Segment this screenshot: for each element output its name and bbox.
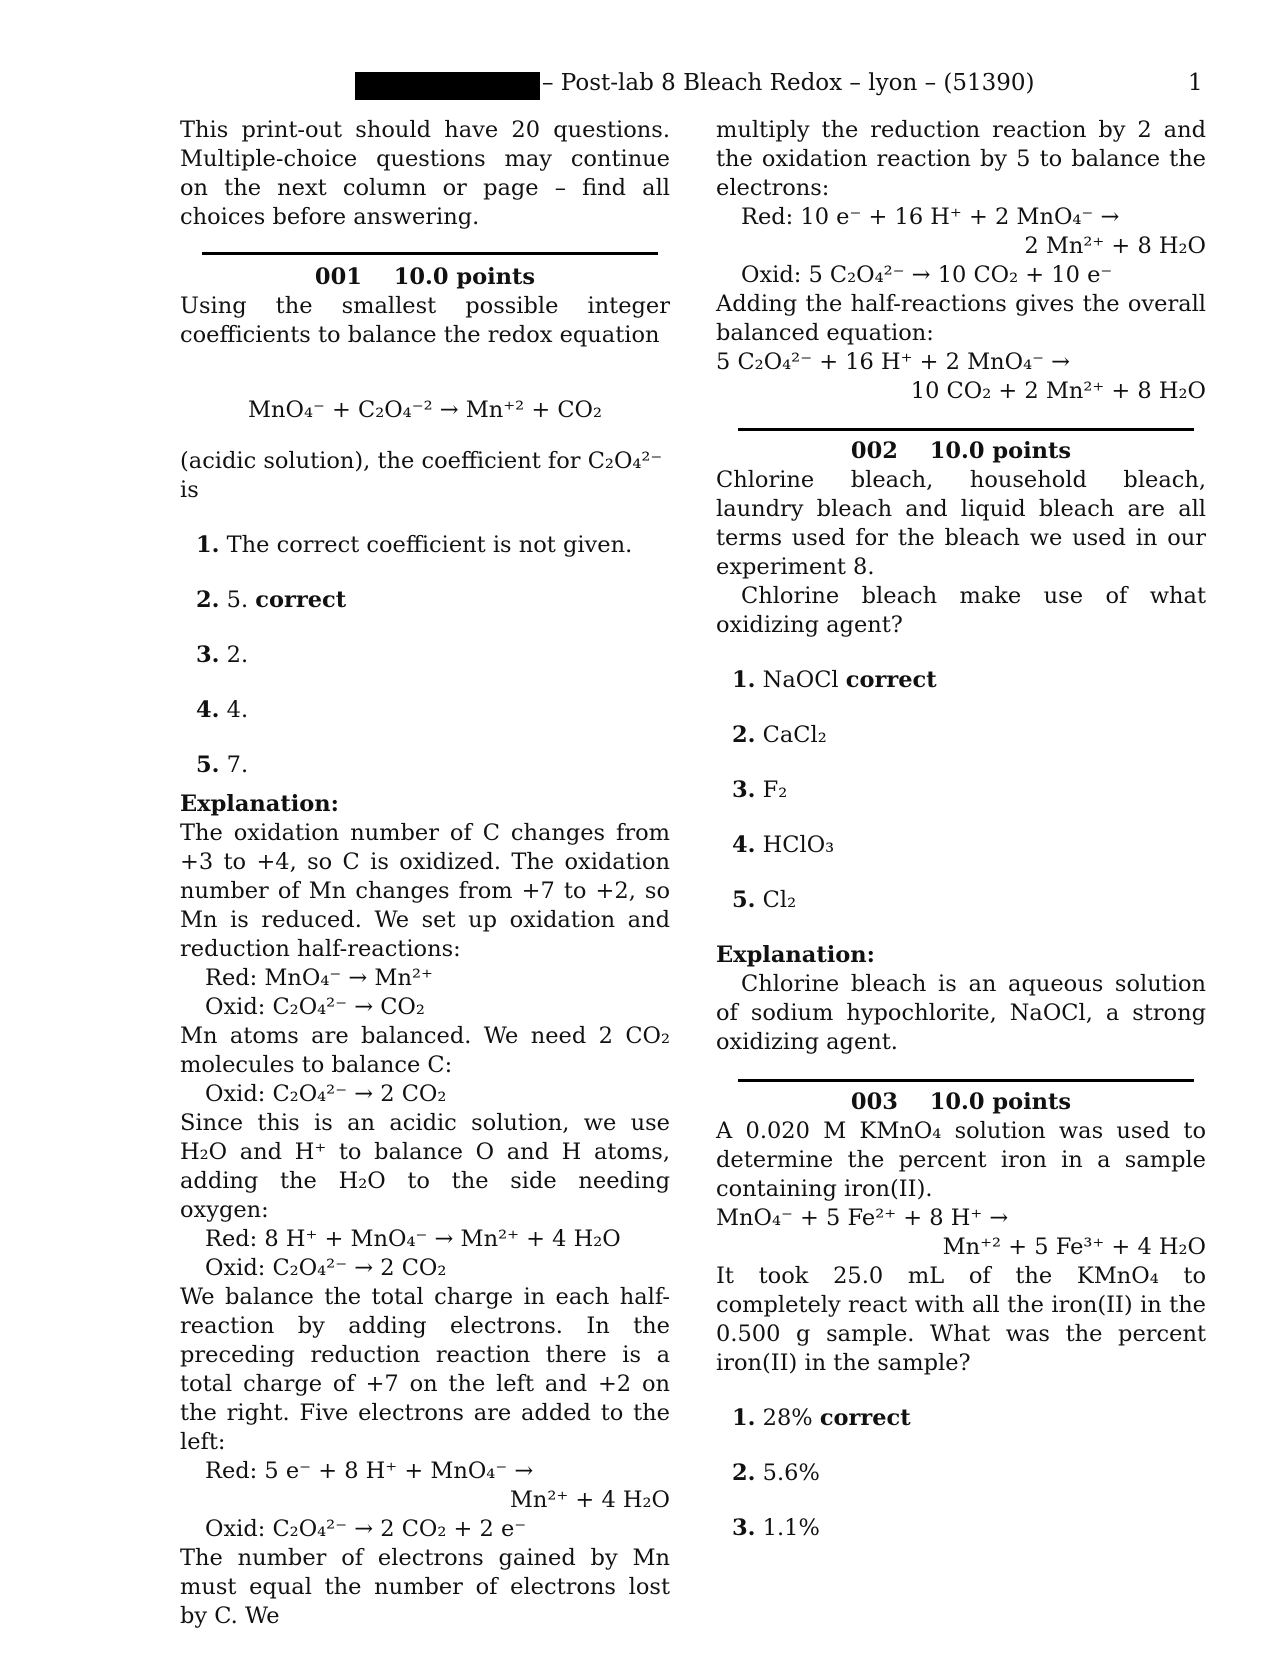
choice-text: 1.1% bbox=[762, 1515, 820, 1541]
overall-equation-continued: 10 CO₂ + 2 Mn²⁺ + 8 H₂O bbox=[910, 378, 1206, 404]
answer-choice[interactable] bbox=[196, 586, 670, 615]
choice-text: 28% bbox=[762, 1405, 813, 1431]
choice-text: 5. bbox=[226, 587, 249, 613]
reaction-equation-continued: Mn⁺² + 5 Fe³⁺ + 4 H₂O bbox=[942, 1234, 1206, 1260]
question-prompt: Chlorine bleach make use of what oxidizing agent? bbox=[716, 583, 1206, 638]
correct-marker: correct bbox=[255, 587, 347, 613]
question-prompt: A 0.020 M KMnO₄ solution was used to determine the percent iron in a sample containing iron(II). bbox=[716, 1118, 1206, 1202]
redox-equation: MnO₄⁻ + C₂O₄⁻² → Mn⁺² + CO₂ bbox=[247, 397, 603, 423]
correct-marker: correct bbox=[819, 1405, 911, 1431]
choice-text: NaOCl bbox=[762, 667, 839, 693]
explanation-text: Mn atoms are balanced. We need 2 CO₂ molecules to balance C: bbox=[180, 1023, 670, 1078]
answer-choice[interactable] bbox=[196, 751, 670, 780]
explanation-text: The oxidation number of C changes from +3 to +4, so C is oxidized. The oxidation number of Mn changes from +7 to +2, so Mn is reduced. We set up oxidation and reduction half-reactions: bbox=[180, 820, 670, 962]
answer-choice[interactable] bbox=[732, 1404, 1206, 1433]
right-column bbox=[716, 116, 1206, 1543]
choice-number: 1. bbox=[732, 1405, 756, 1431]
half-reaction: Oxid: C₂O₄²⁻ → 2 CO₂ bbox=[205, 1081, 447, 1107]
choice-text: CaCl₂ bbox=[762, 722, 827, 748]
choice-text: 4. bbox=[226, 697, 249, 723]
choice-number: 2. bbox=[732, 1460, 756, 1486]
reaction-equation: MnO₄⁻ + 5 Fe²⁺ + 8 H⁺ → bbox=[716, 1205, 1009, 1231]
choice-number: 2. bbox=[732, 722, 756, 748]
choice-text: The correct coefficient is not given. bbox=[226, 532, 633, 558]
page-header bbox=[0, 68, 1280, 102]
question-header bbox=[716, 437, 1206, 466]
redaction-bar bbox=[355, 72, 540, 100]
explanation-heading: Explanation: bbox=[716, 942, 875, 968]
choice-number: 3. bbox=[196, 642, 220, 668]
answer-choice[interactable] bbox=[196, 531, 670, 560]
question-prompt: Using the smallest possible integer coefficients to balance the redox equation bbox=[180, 293, 670, 348]
half-reaction: Red: 10 e⁻ + 16 H⁺ + 2 MnO₄⁻ → bbox=[741, 204, 1120, 230]
half-reaction: Oxid: C₂O₄²⁻ → CO₂ bbox=[205, 994, 425, 1020]
choice-number: 3. bbox=[732, 1515, 756, 1541]
question-header bbox=[716, 1088, 1206, 1117]
half-reaction: Red: 5 e⁻ + 8 H⁺ + MnO₄⁻ → bbox=[205, 1458, 534, 1484]
half-reaction: Oxid: C₂O₄²⁻ → 2 CO₂ + 2 e⁻ bbox=[205, 1516, 527, 1542]
header-title: – Post-lab 8 Bleach Redox – lyon – (51390) bbox=[542, 70, 1035, 96]
choice-number: 2. bbox=[196, 587, 220, 613]
question-number: 001 bbox=[314, 264, 362, 290]
choice-text: F₂ bbox=[762, 777, 788, 803]
correct-marker: correct bbox=[845, 667, 937, 693]
choice-number: 5. bbox=[732, 887, 756, 913]
question-number: 002 bbox=[850, 438, 898, 464]
explanation-text: Chlorine bleach is an aqueous solution of sodium hypochlorite, NaOCl, a strong oxidizing agent. bbox=[716, 971, 1206, 1055]
half-reaction: Red: MnO₄⁻ → Mn²⁺ bbox=[205, 965, 433, 991]
explanation-text: Adding the half-reactions gives the overall balanced equation: bbox=[716, 291, 1206, 346]
question-prompt: Chlorine bleach, household bleach, laundry bleach and liquid bleach are all terms used for the bleach we used in our experiment 8. bbox=[716, 467, 1206, 580]
choice-number: 1. bbox=[196, 532, 220, 558]
intro-text: This print-out should have 20 questions. Multiple-choice questions may continue on the next column or page – find all choices before answering. bbox=[180, 117, 670, 230]
answer-choice[interactable] bbox=[732, 1514, 1206, 1543]
half-reaction-continued: Mn²⁺ + 4 H₂O bbox=[509, 1487, 670, 1513]
question-header bbox=[180, 263, 670, 292]
half-reaction-continued: 2 Mn²⁺ + 8 H₂O bbox=[1024, 233, 1206, 259]
choice-number: 3. bbox=[732, 777, 756, 803]
explanation-heading: Explanation: bbox=[180, 791, 339, 817]
explanation-text: We balance the total charge in each half-reaction by adding electrons. In the preceding reduction reaction there is a total charge of +7 on the left and +2 on the right. Five electrons are added to the left: bbox=[180, 1284, 670, 1455]
choice-text: Cl₂ bbox=[762, 887, 797, 913]
choice-text: 5.6% bbox=[762, 1460, 820, 1486]
question-points: 10.0 points bbox=[393, 264, 536, 290]
question-number: 003 bbox=[850, 1089, 898, 1115]
question-condition: (acidic solution), the coefficient for C₂O₄²⁻ is bbox=[180, 448, 663, 503]
answer-choice[interactable] bbox=[196, 696, 670, 725]
half-reaction: Oxid: 5 C₂O₄²⁻ → 10 CO₂ + 10 e⁻ bbox=[741, 262, 1113, 288]
answer-choice[interactable] bbox=[732, 666, 1206, 695]
choice-text: 2. bbox=[226, 642, 249, 668]
answer-choice[interactable] bbox=[196, 641, 670, 670]
answer-choice[interactable] bbox=[732, 776, 1206, 805]
explanation-text: Since this is an acidic solution, we use H₂O and H⁺ to balance O and H atoms, adding the H₂O to the side needing oxygen: bbox=[180, 1110, 670, 1223]
question-points: 10.0 points bbox=[929, 1089, 1072, 1115]
explanation-text: The number of electrons gained by Mn must equal the number of electrons lost by C. We bbox=[180, 1545, 670, 1629]
overall-equation: 5 C₂O₄²⁻ + 16 H⁺ + 2 MnO₄⁻ → bbox=[716, 349, 1071, 375]
left-column bbox=[180, 116, 670, 1629]
half-reaction: Red: 8 H⁺ + MnO₄⁻ → Mn²⁺ + 4 H₂O bbox=[205, 1226, 621, 1252]
page-number: 1 bbox=[1188, 70, 1203, 96]
answer-choice[interactable] bbox=[732, 886, 1206, 915]
answer-choice[interactable] bbox=[732, 831, 1206, 860]
explanation-text-continued: multiply the reduction reaction by 2 and the oxidation reaction by 5 to balance the electrons: bbox=[716, 117, 1206, 201]
choice-text: 7. bbox=[226, 752, 249, 778]
choice-text: HClO₃ bbox=[762, 832, 835, 858]
choice-number: 5. bbox=[196, 752, 220, 778]
half-reaction: Oxid: C₂O₄²⁻ → 2 CO₂ bbox=[205, 1255, 447, 1281]
choice-number: 4. bbox=[196, 697, 220, 723]
choice-number: 1. bbox=[732, 667, 756, 693]
answer-choice[interactable] bbox=[732, 721, 1206, 750]
question-points: 10.0 points bbox=[929, 438, 1072, 464]
answer-choice[interactable] bbox=[732, 1459, 1206, 1488]
choice-number: 4. bbox=[732, 832, 756, 858]
question-prompt: It took 25.0 mL of the KMnO₄ to completely react with all the iron(II) in the 0.500 g sample. What was the percent iron(II) in the sample? bbox=[716, 1263, 1206, 1376]
